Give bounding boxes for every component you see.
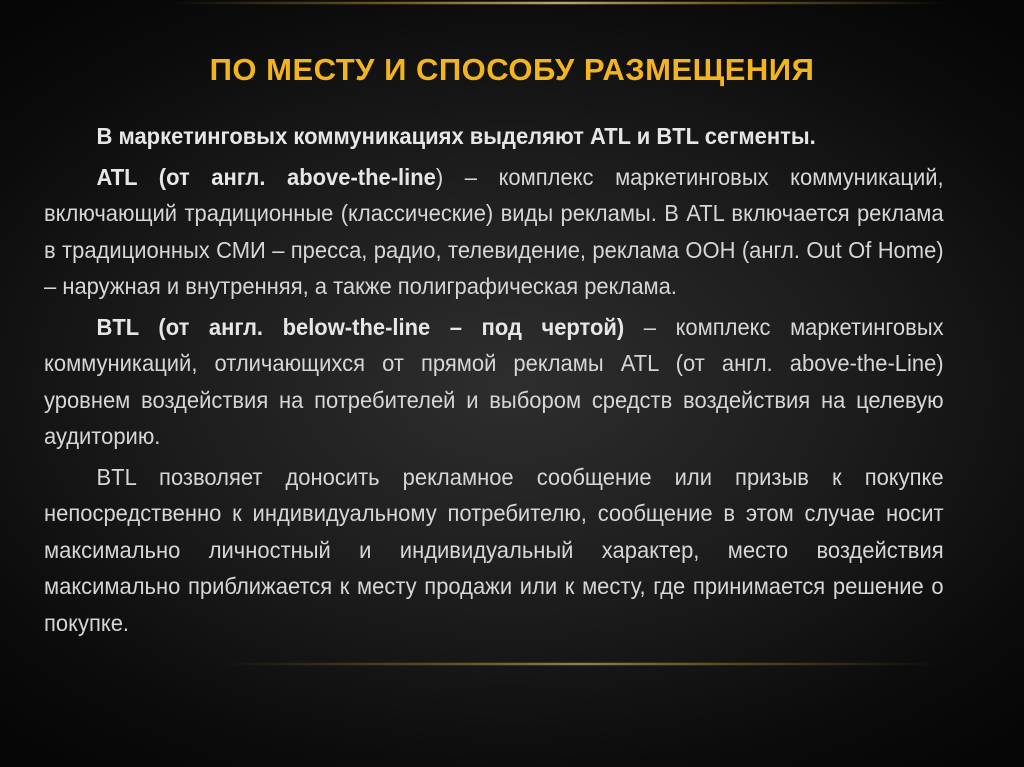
btl-term: BTL (от англ. below-the-line – под чертой): [96, 313, 625, 340]
slide-body: [44, 118, 944, 645]
atl-definition: ) – комплекс маркетинговых коммуникаций, включающий традиционные (классические) виды рекламы. В ATL включается реклама в традиционных СМИ – пресса, радио, телевидение, реклама ООН (англ. Out Of Home) – наружная и внутренняя, а также полиграфическая реклама.: [44, 163, 944, 299]
bottom-glow-line: [220, 663, 940, 665]
intro-paragraph: В маркетинговых коммуникациях выделяют ATL и BTL сегменты.: [96, 123, 816, 149]
btl-definition: – комплекс маркетинговых коммуникаций, отличающихся от прямой рекламы ATL (от англ. above-the-Line) уровнем воздействия на потребителей и выбором средств воздействия на целевую аудиторию.: [44, 313, 944, 449]
atl-term: ATL (от англ. above-the-line: [96, 163, 436, 190]
atl-paragraph: [44, 159, 944, 305]
top-glow-line: [170, 2, 950, 4]
btl-paragraph-2: BTL позволяет доносить рекламное сообщение или призыв к покупке непосредственно к индивидуальному потребителю, сообщение в этом случае носит максимально личностный и индивидуальный характер, место воздействия максимально приближается к месту продажи или к месту, где принимается решение о покупке.: [44, 463, 944, 636]
btl-paragraph: [44, 309, 944, 455]
slide-title: ПО МЕСТУ И СПОСОБУ РАЗМЕЩЕНИЯ: [209, 52, 815, 87]
